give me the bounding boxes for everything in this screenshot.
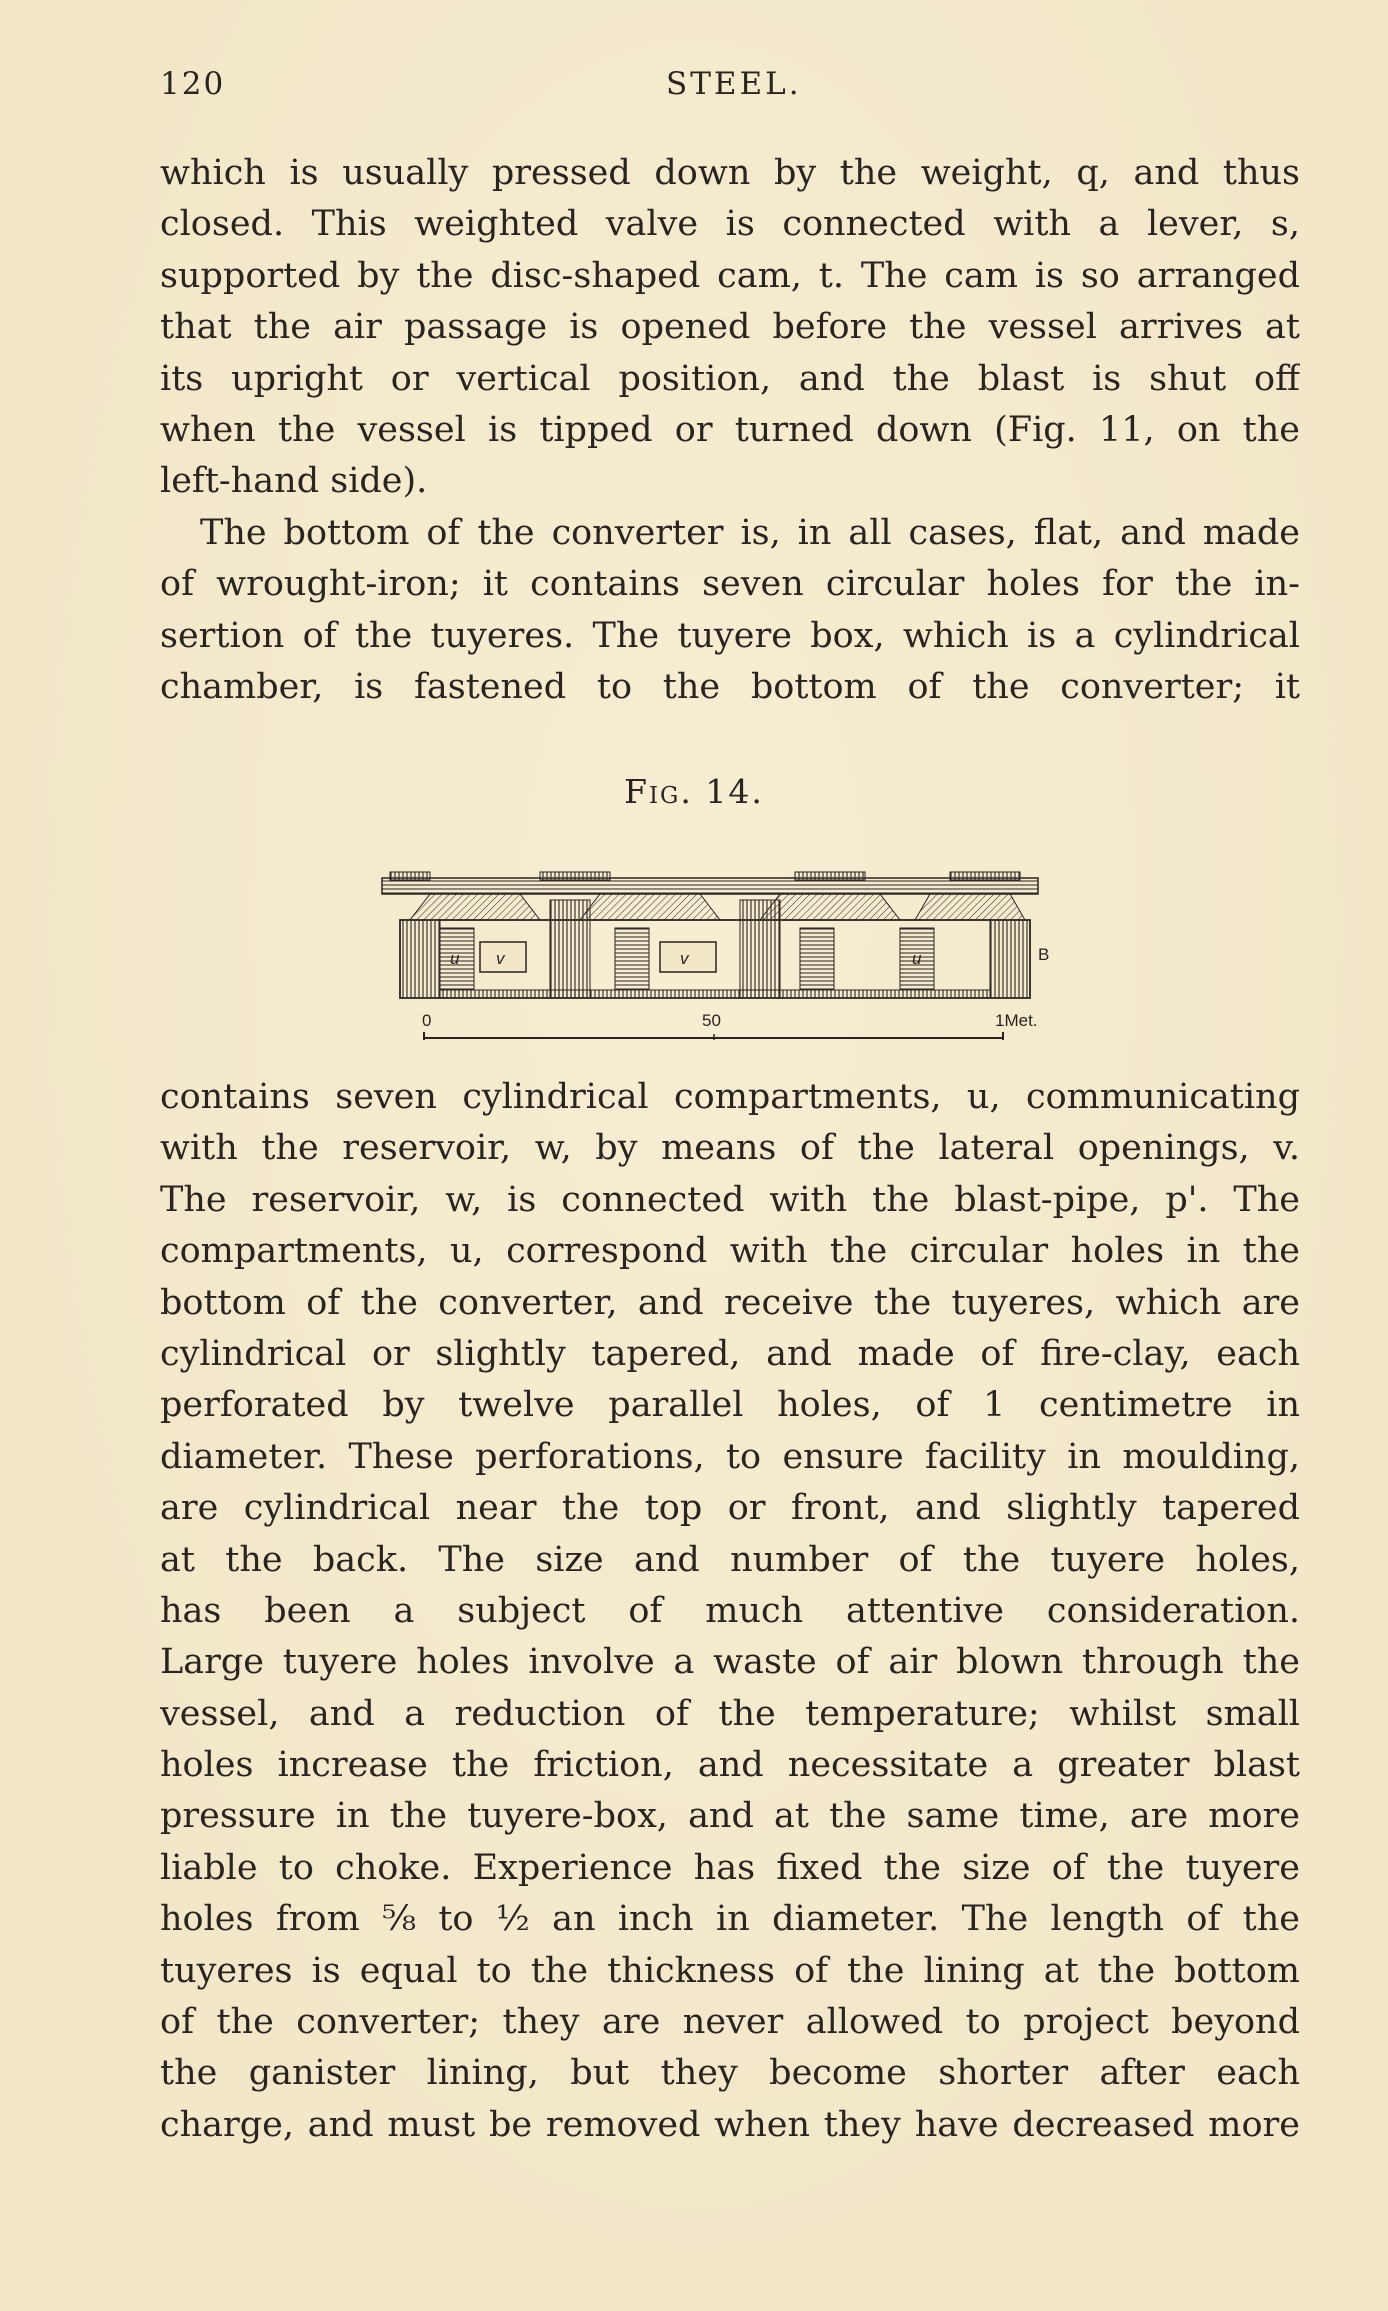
wall-right xyxy=(990,920,1030,998)
partition xyxy=(550,900,590,998)
text-block-bottom xyxy=(160,1072,1300,2151)
plate-lug xyxy=(950,872,1020,880)
running-title: STEEL. xyxy=(666,66,802,102)
figure-tuyere-box xyxy=(370,860,1090,1050)
plate-lug xyxy=(390,872,430,880)
partition xyxy=(740,900,780,998)
text-line: left-hand side). xyxy=(160,461,428,502)
text-line: sertion of the tuyeres. The tuyere box, which is a cylindrical xyxy=(160,615,1300,656)
text-line: of the converter; they are never allowed to project beyond xyxy=(160,2002,1300,2043)
plate-lug xyxy=(540,872,610,880)
wall-left xyxy=(400,920,440,998)
label-v: v xyxy=(496,949,505,968)
tuyere-box-diagram xyxy=(370,860,1090,1050)
text-line: charge, and must be removed when they have decreased more xyxy=(160,2104,1300,2145)
text-line: its upright or vertical position, and the blast is shut off xyxy=(160,358,1300,399)
text-line: of wrought-iron; it contains seven circular holes for the in- xyxy=(160,564,1300,605)
top-plate xyxy=(382,878,1038,894)
text-line: chamber, is fastened to the bottom of the converter; it xyxy=(160,666,1300,707)
tuyere-taper xyxy=(410,894,540,920)
text-line: diameter. These perforations, to ensure facility in moulding, xyxy=(160,1436,1300,1477)
text-line: has been a subject of much attentive consideration. xyxy=(160,1590,1300,1631)
text-line: the ganister lining, but they become shorter after each xyxy=(160,2053,1300,2094)
tuyere-taper xyxy=(760,894,900,920)
text-line: closed. This weighted valve is connected with a lever, s, xyxy=(160,204,1300,245)
text-line: tuyeres is equal to the thickness of the lining at the bottom xyxy=(160,1950,1300,1991)
text-line: compartments, u, correspond with the circular holes in the xyxy=(160,1231,1300,1272)
text-line: holes from ⅝ to ½ an inch in diameter. The length of the xyxy=(160,1899,1300,1940)
text-line: when the vessel is tipped or turned down (Fig. 11, on the xyxy=(160,409,1300,450)
tuyere-taper xyxy=(580,894,720,920)
text-line: perforated by twelve parallel holes, of 1 centimetre in xyxy=(160,1385,1300,1426)
label-v: v xyxy=(680,949,689,968)
text-line: holes increase the friction, and necessitate a greater blast xyxy=(160,1745,1300,1786)
tuyere-taper xyxy=(915,894,1025,920)
text-line: which is usually pressed down by the weight, q, and thus xyxy=(160,153,1300,193)
text-line: are cylindrical near the top or front, and slightly tapered xyxy=(160,1488,1300,1529)
text-line: at the back. The size and number of the tuyere holes, xyxy=(160,1539,1300,1580)
figure-caption: Fig. 14. xyxy=(624,772,764,811)
compartment-u xyxy=(800,928,834,990)
scale-end: 1Met. xyxy=(995,1011,1038,1030)
scale-mid: 50 xyxy=(702,1011,721,1030)
text-line: Large tuyere holes involve a waste of air blown through the xyxy=(160,1642,1300,1683)
text-line: pressure in the tuyere-box, and at the same time, are more xyxy=(160,1796,1300,1837)
text-line: liable to choke. Experience has fixed the size of the tuyere xyxy=(160,1847,1300,1888)
bottom-plate xyxy=(440,990,990,998)
compartment-u xyxy=(615,928,649,990)
text-line: vessel, and a reduction of the temperature; whilst small xyxy=(160,1693,1300,1734)
text-line: that the air passage is opened before the vessel arrives at xyxy=(160,307,1300,348)
label-u: u xyxy=(912,949,922,968)
text-line: contains seven cylindrical compartments, u, communicating xyxy=(160,1077,1300,1117)
text-line: The bottom of the converter is, in all cases, flat, and made xyxy=(200,512,1300,553)
page-header xyxy=(160,66,1300,116)
text-line: with the reservoir, w, by means of the lateral openings, v. xyxy=(160,1128,1300,1169)
text-line: bottom of the converter, and receive the tuyeres, which are xyxy=(160,1282,1300,1323)
text-line: The reservoir, w, is connected with the blast-pipe, p'. The xyxy=(160,1179,1300,1220)
label-u: u xyxy=(450,949,460,968)
text-block-top xyxy=(160,148,1300,713)
text-line: supported by the disc-shaped cam, t. The cam is so arranged xyxy=(160,255,1300,296)
scale-start: 0 xyxy=(422,1011,432,1030)
page-number: 120 xyxy=(160,66,226,102)
plate-lug xyxy=(795,872,865,880)
text-line: cylindrical or slightly tapered, and made of fire-clay, each xyxy=(160,1333,1300,1374)
label-B: B xyxy=(1038,945,1050,964)
